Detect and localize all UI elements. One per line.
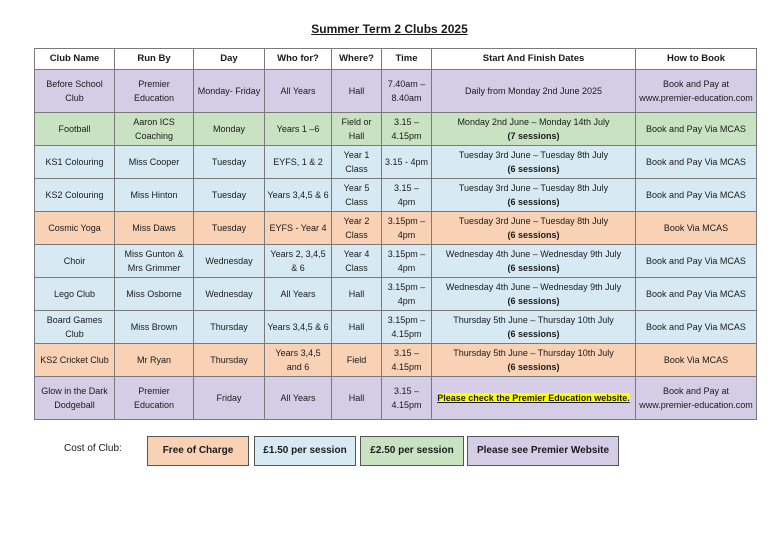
who-for: Years 3,4,5 & 6: [265, 179, 332, 212]
club-name: KS2 Cricket Club: [35, 344, 115, 377]
time: 3.15pm – 4pm: [382, 212, 432, 245]
dates-text: Wednesday 4th June – Wednesday 9th July: [445, 249, 622, 259]
dates-text: Wednesday 4th June – Wednesday 9th July: [445, 282, 622, 292]
dates: [432, 212, 636, 245]
where: Year 4 Class: [332, 245, 382, 278]
table-row: [35, 179, 757, 212]
who-for: Years 2, 3,4,5 & 6: [265, 245, 332, 278]
table-row: [35, 245, 757, 278]
sessions-text: (7 sessions): [507, 131, 560, 141]
sessions-text: (6 sessions): [507, 329, 560, 339]
run-by: Premier Education: [115, 70, 194, 113]
dates: [432, 179, 636, 212]
day: Wednesday: [194, 245, 265, 278]
club-name: Choir: [35, 245, 115, 278]
clubs-table: [34, 48, 757, 420]
dates-text: Thursday 5th June – Thursday 10th July: [453, 315, 614, 325]
how-to-book: Book Via MCAS: [636, 344, 757, 377]
who-for: All Years: [265, 278, 332, 311]
day: Thursday: [194, 344, 265, 377]
club-name: Glow in the Dark Dodgeball: [35, 377, 115, 420]
table-row: [35, 212, 757, 245]
dates: [432, 113, 636, 146]
run-by: Miss Brown: [115, 311, 194, 344]
who-for: EYFS - Year 4: [265, 212, 332, 245]
where: Hall: [332, 278, 382, 311]
run-by: Premier Education: [115, 377, 194, 420]
sessions-text: (6 sessions): [507, 164, 560, 174]
day: Tuesday: [194, 212, 265, 245]
run-by: Miss Osborne: [115, 278, 194, 311]
dates: [432, 278, 636, 311]
sessions-text: (6 sessions): [507, 197, 560, 207]
table-header-row: [35, 49, 757, 70]
header-club-name: Club Name: [35, 49, 115, 70]
run-by: Mr Ryan: [115, 344, 194, 377]
table-row: [35, 377, 757, 420]
where: Field: [332, 344, 382, 377]
how-to-book: Book and Pay Via MCAS: [636, 179, 757, 212]
run-by: Miss Cooper: [115, 146, 194, 179]
who-for: All Years: [265, 70, 332, 113]
page-title: Summer Term 2 Clubs 2025: [311, 22, 468, 36]
table-row: [35, 344, 757, 377]
who-for: EYFS, 1 & 2: [265, 146, 332, 179]
day: Tuesday: [194, 146, 265, 179]
how-to-book: Book and Pay Via MCAS: [636, 245, 757, 278]
where: Year 2 Class: [332, 212, 382, 245]
time: 3.15 – 4.15pm: [382, 344, 432, 377]
club-name: Before School Club: [35, 70, 115, 113]
run-by: Miss Hinton: [115, 179, 194, 212]
cost-of-club-label: Cost of Club:: [64, 443, 122, 454]
dates-text: Tuesday 3rd June – Tuesday 8th July: [458, 150, 609, 160]
header-dates: Start And Finish Dates: [432, 49, 636, 70]
time: 3.15 – 4.15pm: [382, 377, 432, 420]
run-by: Aaron ICS Coaching: [115, 113, 194, 146]
time: 7.40am – 8.40am: [382, 70, 432, 113]
time: 3.15 – 4pm: [382, 179, 432, 212]
how-to-book: Book and Pay at www.premier-education.com: [636, 377, 757, 420]
dates-text: Tuesday 3rd June – Tuesday 8th July: [458, 183, 609, 193]
time: 3.15pm – 4pm: [382, 278, 432, 311]
time: 3.15pm – 4pm: [382, 245, 432, 278]
header-who-for: Who for?: [265, 49, 332, 70]
legend-free: Free of Charge: [147, 436, 249, 466]
dates-text: Monday 2nd June – Monday 14th July: [457, 117, 610, 127]
how-to-book: Book and Pay at www.premier-education.com: [636, 70, 757, 113]
where: Hall: [332, 377, 382, 420]
how-to-book: Book and Pay Via MCAS: [636, 311, 757, 344]
dates: [432, 70, 636, 113]
who-for: All Years: [265, 377, 332, 420]
club-name: KS2 Colouring: [35, 179, 115, 212]
header-how-to-book: How to Book: [636, 49, 757, 70]
day: Monday: [194, 113, 265, 146]
how-to-book: Book Via MCAS: [636, 212, 757, 245]
table-row: [35, 146, 757, 179]
day: Friday: [194, 377, 265, 420]
dates: [432, 344, 636, 377]
club-name: Lego Club: [35, 278, 115, 311]
table-row: [35, 113, 757, 146]
table-row: [35, 311, 757, 344]
run-by: Miss Gunton & Mrs Grimmer: [115, 245, 194, 278]
how-to-book: Book and Pay Via MCAS: [636, 278, 757, 311]
club-name: KS1 Colouring: [35, 146, 115, 179]
club-name: Football: [35, 113, 115, 146]
dates: [432, 146, 636, 179]
dates-text: Tuesday 3rd June – Tuesday 8th July: [458, 216, 609, 226]
dates: [432, 311, 636, 344]
sessions-text: (6 sessions): [507, 263, 560, 273]
sessions-text: (6 sessions): [507, 230, 560, 240]
who-for: Years 3,4,5 and 6: [265, 344, 332, 377]
time: 3.15 - 4pm: [382, 146, 432, 179]
how-to-book: Book and Pay Via MCAS: [636, 146, 757, 179]
club-name: Board Games Club: [35, 311, 115, 344]
table-row: [35, 70, 757, 113]
time: 3.15 – 4.15pm: [382, 113, 432, 146]
legend-150: £1.50 per session: [254, 436, 356, 466]
day: Thursday: [194, 311, 265, 344]
who-for: Years 1 –6: [265, 113, 332, 146]
where: Field or Hall: [332, 113, 382, 146]
where: Year 5 Class: [332, 179, 382, 212]
sessions-text: (6 sessions): [507, 296, 560, 306]
dates-text: Thursday 5th June – Thursday 10th July: [453, 348, 614, 358]
day: Monday- Friday: [194, 70, 265, 113]
where: Hall: [332, 311, 382, 344]
who-for: Years 3,4,5 & 6: [265, 311, 332, 344]
how-to-book: Book and Pay Via MCAS: [636, 113, 757, 146]
header-run-by: Run By: [115, 49, 194, 70]
table-row: [35, 278, 757, 311]
time: 3.15pm – 4.15pm: [382, 311, 432, 344]
where: Hall: [332, 70, 382, 113]
where: Year 1 Class: [332, 146, 382, 179]
dates: [432, 377, 636, 420]
legend-250: £2.50 per session: [360, 436, 464, 466]
header-day: Day: [194, 49, 265, 70]
dates-text: Daily from Monday 2nd June 2025: [464, 86, 603, 96]
legend-premier: Please see Premier Website: [467, 436, 619, 466]
header-time: Time: [382, 49, 432, 70]
dates: [432, 245, 636, 278]
day: Tuesday: [194, 179, 265, 212]
header-where: Where?: [332, 49, 382, 70]
club-name: Cosmic Yoga: [35, 212, 115, 245]
day: Wednesday: [194, 278, 265, 311]
premier-website-notice: Please check the Premier Education website.: [437, 393, 630, 403]
run-by: Miss Daws: [115, 212, 194, 245]
sessions-text: (6 sessions): [507, 362, 560, 372]
